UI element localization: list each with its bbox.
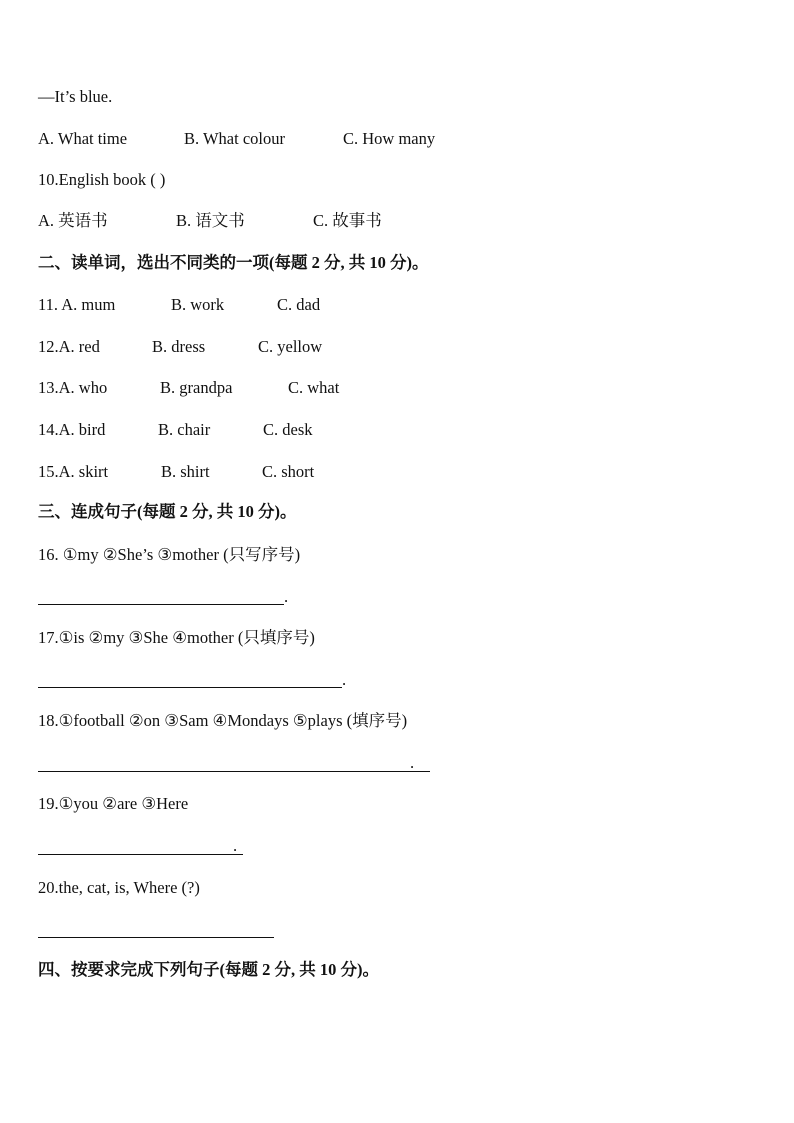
q17-text: 17.①is ②my ③She ④mother (只填序号) <box>38 628 315 647</box>
item-b: B. work <box>171 295 225 314</box>
q9-option-a: A. What time <box>38 129 128 148</box>
section2-item <box>38 462 314 482</box>
item-a: 14.A. bird <box>38 420 106 439</box>
q10-option-b: B. 语文书 <box>176 211 245 230</box>
q17-answer-blank[interactable] <box>38 687 342 688</box>
section-2-title: 二、读单词，选出不同类的一项(每题 2 分, 共 10 分)。 <box>38 253 429 272</box>
q16-text: 16. ①my ②She’s ③mother (只写序号) <box>38 545 301 564</box>
section2-item <box>38 295 320 315</box>
q9-option-c: C. How many <box>343 129 436 148</box>
item-a: 15.A. skirt <box>38 462 109 481</box>
section-3-title: 三、连成句子(每题 2 分, 共 10 分)。 <box>38 502 297 521</box>
section2-item <box>38 378 339 398</box>
item-c: C. desk <box>263 420 313 439</box>
q10-option-c: C. 故事书 <box>313 211 382 230</box>
item-b: B. shirt <box>161 462 210 481</box>
item-b: B. dress <box>152 337 206 356</box>
q16-answer-blank[interactable] <box>38 604 284 605</box>
item-b: B. chair <box>158 420 211 439</box>
q19-text: 19.①you ②are ③Here <box>38 794 189 813</box>
item-b: B. grandpa <box>160 378 233 397</box>
section2-item <box>38 337 322 357</box>
q20-text: 20.the, cat, is, Where (?) <box>38 878 200 897</box>
q20-answer-blank[interactable] <box>38 937 274 938</box>
item-a: 12.A. red <box>38 337 100 356</box>
item-a: 11. A. mum <box>38 295 116 314</box>
q18-answer-blank[interactable] <box>38 771 430 772</box>
section-4-title: 四、按要求完成下列句子(每题 2 分, 共 10 分)。 <box>38 960 379 979</box>
q9-option-b: B. What colour <box>184 129 285 148</box>
q16-end-mark: . <box>284 587 289 606</box>
q10-stem: 10.English book ( ) <box>38 170 166 189</box>
q18-end-mark: . <box>410 753 415 772</box>
q19-end-mark: . <box>233 836 238 855</box>
item-a: 13.A. who <box>38 378 108 397</box>
item-c: C. what <box>288 378 340 397</box>
item-c: C. yellow <box>258 337 323 356</box>
q19-answer-blank[interactable] <box>38 854 243 855</box>
item-c: C. short <box>262 462 315 481</box>
q17-end-mark: . <box>342 670 347 689</box>
q18-text: 18.①football ②on ③Sam ④Mondays ⑤plays (填序号) <box>38 711 408 730</box>
q9-options <box>38 129 435 149</box>
q10-option-a: A. 英语书 <box>38 211 108 230</box>
q10-options <box>38 211 382 231</box>
q9-answer-text: —It’s blue. <box>38 87 113 106</box>
section2-item <box>38 420 313 440</box>
item-c: C. dad <box>277 295 321 314</box>
